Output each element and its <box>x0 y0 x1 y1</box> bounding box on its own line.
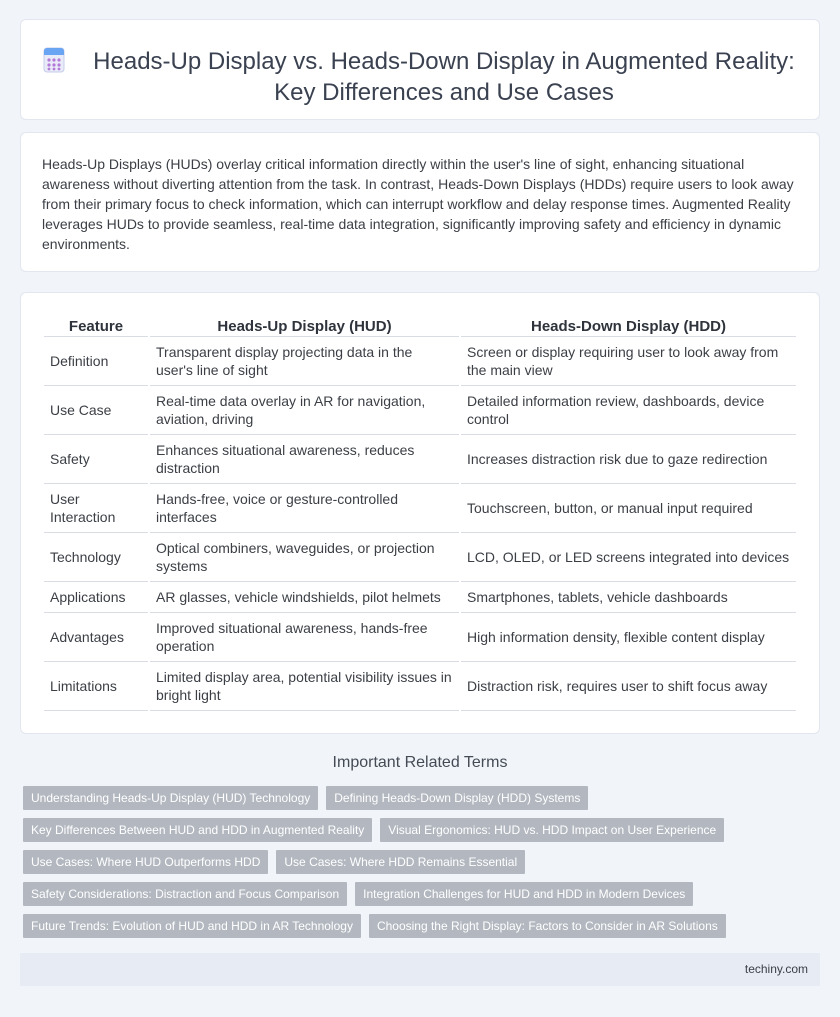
hdd-cell: LCD, OLED, or LED screens integrated into devices <box>461 533 796 582</box>
feature-cell: Advantages <box>44 613 148 662</box>
feature-cell: Applications <box>44 582 148 613</box>
hdd-cell: Detailed information review, dashboards, device control <box>461 386 796 435</box>
table-row <box>44 613 796 662</box>
hud-cell: Enhances situational awareness, reduces distraction <box>150 435 459 484</box>
table-row <box>44 533 796 582</box>
feature-cell: User Interaction <box>44 484 148 533</box>
hdd-cell: Distraction risk, requires user to shift focus away <box>461 662 796 711</box>
page-title: Heads-Up Display vs. Heads-Down Display in Augmented Reality: Key Differences and Use Cases <box>93 48 795 106</box>
feature-cell: Technology <box>44 533 148 582</box>
feature-cell: Definition <box>44 337 148 386</box>
feature-cell: Safety <box>44 435 148 484</box>
column-header-hud: Heads-Up Display (HUD) <box>150 313 459 337</box>
hud-cell: AR glasses, vehicle windshields, pilot helmets <box>150 582 459 613</box>
table-row <box>44 582 796 613</box>
table-row <box>44 337 796 386</box>
related-terms-list <box>23 786 823 946</box>
related-term-tag[interactable]: Defining Heads-Down Display (HDD) Systems <box>326 786 588 810</box>
related-term-tag[interactable]: Integration Challenges for HUD and HDD in Modern Devices <box>355 882 693 906</box>
hdd-cell: Screen or display requiring user to look away from the main view <box>461 337 796 386</box>
table-row <box>44 386 796 435</box>
related-term-tag[interactable]: Use Cases: Where HUD Outperforms HDD <box>23 850 268 874</box>
hdd-cell: High information density, flexible content display <box>461 613 796 662</box>
intro-card <box>20 132 820 272</box>
hud-cell: Improved situational awareness, hands-free operation <box>150 613 459 662</box>
title-card <box>20 19 820 120</box>
column-header-feature: Feature <box>44 313 148 337</box>
related-term-tag[interactable]: Safety Considerations: Distraction and Focus Comparison <box>23 882 347 906</box>
footer <box>20 953 820 986</box>
related-term-tag[interactable]: Future Trends: Evolution of HUD and HDD in AR Technology <box>23 914 361 938</box>
hud-cell: Transparent display projecting data in the user's line of sight <box>150 337 459 386</box>
table-row <box>44 662 796 711</box>
table-row <box>44 484 796 533</box>
table-row <box>44 435 796 484</box>
calculator-icon <box>41 47 67 73</box>
table-header-row <box>44 313 796 337</box>
hud-cell: Optical combiners, waveguides, or projection systems <box>150 533 459 582</box>
comparison-table-card <box>20 292 820 734</box>
feature-cell: Use Case <box>44 386 148 435</box>
footer-site-link[interactable]: techiny.com <box>744 962 808 976</box>
hdd-cell: Touchscreen, button, or manual input required <box>461 484 796 533</box>
hud-cell: Limited display area, potential visibility issues in bright light <box>150 662 459 711</box>
hdd-cell: Smartphones, tablets, vehicle dashboards <box>461 582 796 613</box>
related-term-tag[interactable]: Choosing the Right Display: Factors to Consider in AR Solutions <box>369 914 726 938</box>
related-term-tag[interactable]: Visual Ergonomics: HUD vs. HDD Impact on User Experience <box>380 818 724 842</box>
related-terms-heading: Important Related Terms <box>332 754 508 771</box>
related-term-tag[interactable]: Understanding Heads-Up Display (HUD) Technology <box>23 786 318 810</box>
related-term-tag[interactable]: Use Cases: Where HDD Remains Essential <box>276 850 525 874</box>
hdd-cell: Increases distraction risk due to gaze redirection <box>461 435 796 484</box>
hud-cell: Real-time data overlay in AR for navigation, aviation, driving <box>150 386 459 435</box>
column-header-hdd: Heads-Down Display (HDD) <box>461 313 796 337</box>
comparison-table <box>42 313 798 711</box>
related-term-tag[interactable]: Key Differences Between HUD and HDD in Augmented Reality <box>23 818 372 842</box>
feature-cell: Limitations <box>44 662 148 711</box>
hud-cell: Hands-free, voice or gesture-controlled interfaces <box>150 484 459 533</box>
intro-paragraph: Heads-Up Displays (HUDs) overlay critical information directly within the user's line of sight, enhancing situational awareness without diverting attention from the task. In contrast, Heads-Down Displays (HDDs) require users to look away from their primary focus to check information, which can interrupt workflow and delay response times. Augmented Reality leverages HUDs to provide seamless, real-time data integration, significantly improving safety and efficiency in dynamic environments. <box>42 156 794 252</box>
